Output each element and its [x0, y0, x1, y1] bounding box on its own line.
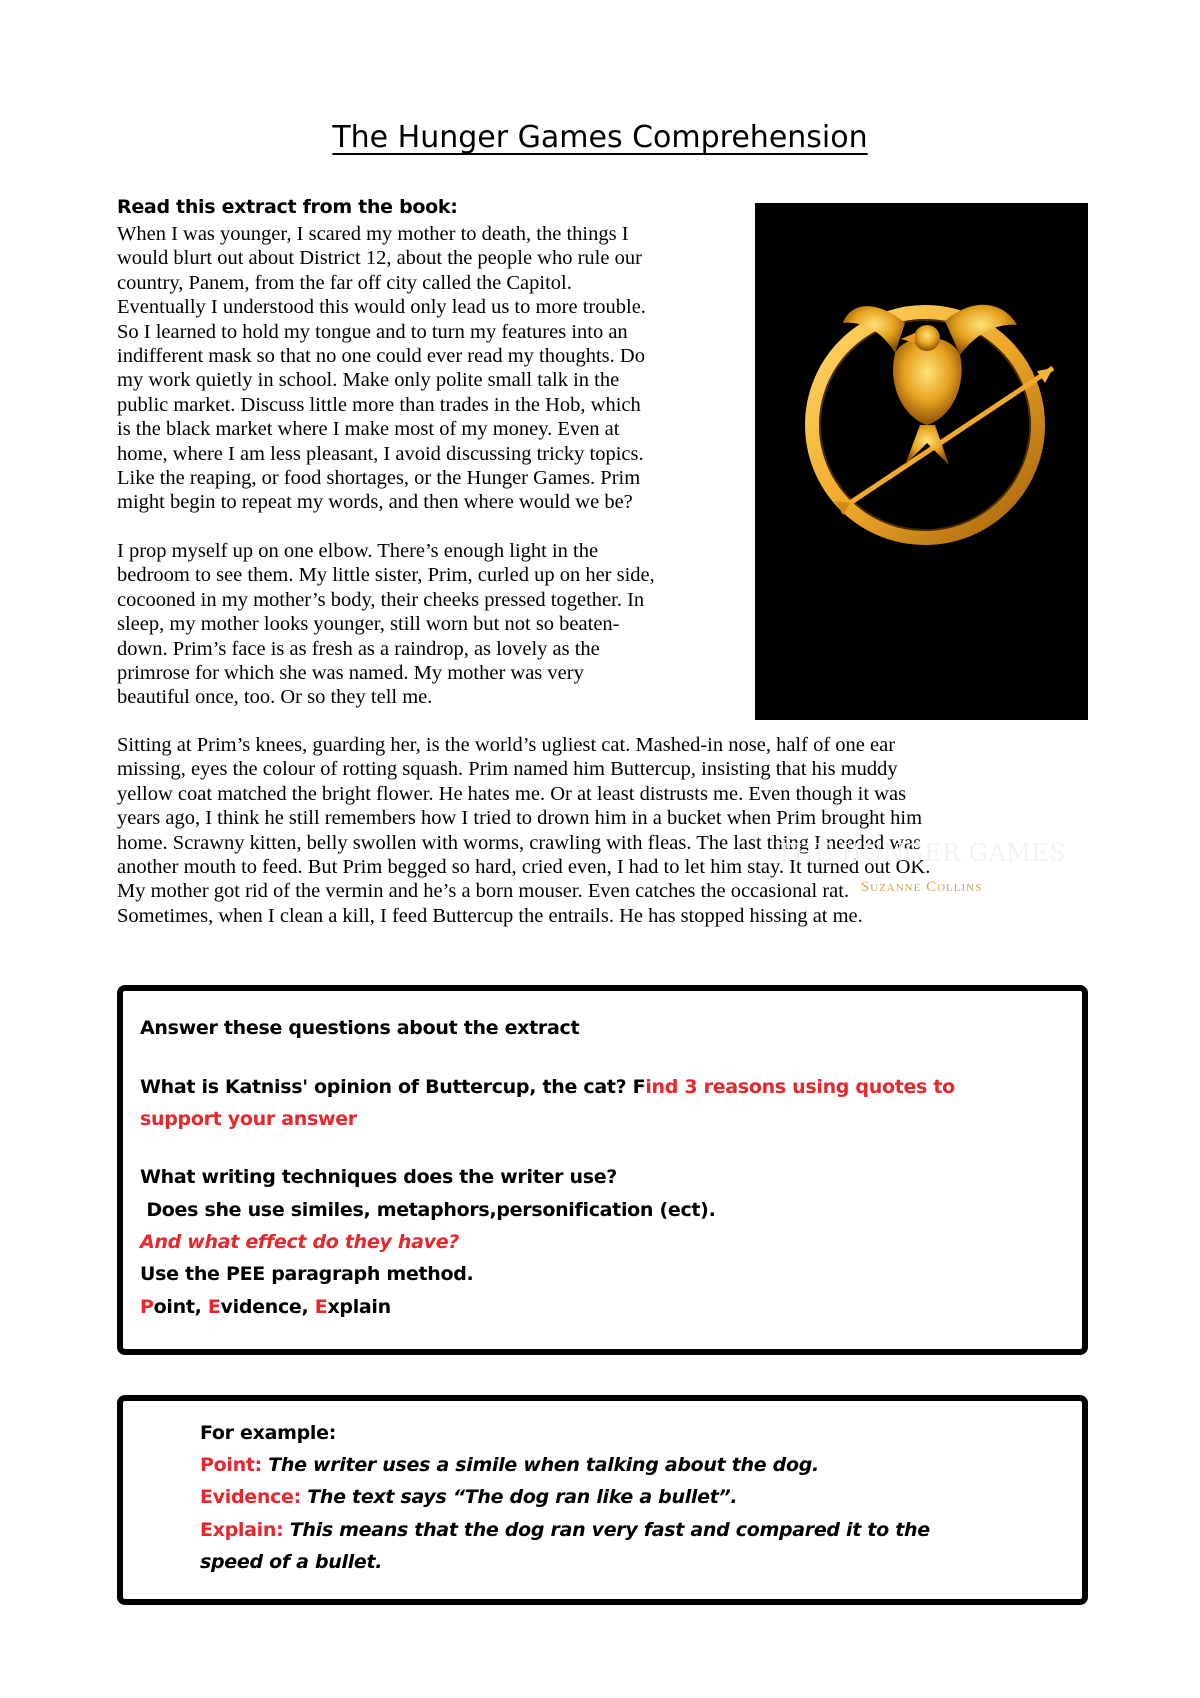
extract-line: beautiful once, too. Or so they tell me. — [117, 686, 433, 709]
question-1-text: What is Katniss' opinion of Buttercup, the cat? F — [140, 1076, 646, 1098]
extract-line: Eventually I understood this would only lead us to more trouble. — [117, 296, 646, 319]
extract-paragraph-1 — [117, 222, 646, 515]
pee-instruction: Use the PEE paragraph method. — [140, 1263, 474, 1285]
question-2: What writing techniques does the writer use? — [140, 1166, 618, 1188]
question-1-instruction-cont: support your answer — [140, 1108, 357, 1130]
questions-heading: Answer these questions about the extract — [140, 1017, 580, 1039]
example-evidence-text: The text says “The dog ran like a bullet”. — [300, 1486, 738, 1508]
extract-line: would blurt out about District 12, about the people who rule our — [117, 247, 642, 270]
example-explain-text: This means that the dog ran very fast and compared it to the — [283, 1519, 930, 1541]
extract-line: indifferent mask so that no one could ever read my thoughts. Do — [117, 345, 645, 368]
mockingjay-pin-icon — [755, 203, 1088, 720]
extract-line: Like the reaping, or food shortages, or the Hunger Games. Prim — [117, 467, 641, 490]
extract-line: sleep, my mother looks younger, still worn but not so beaten- — [117, 613, 620, 636]
example-point — [200, 1452, 819, 1478]
extract-paragraph-3 — [117, 733, 930, 928]
extract-line: home, where I am less pleasant, I avoid discussing tricky topics. — [117, 442, 644, 465]
cover-author: Suzanne Collins — [860, 879, 983, 895]
example-explain-cont: speed of a bullet. — [200, 1551, 383, 1573]
page-title — [0, 118, 1200, 158]
question-1-instruction: ind 3 reasons using quotes to — [645, 1076, 955, 1098]
extract-line: my work quietly in school. Make only polite small talk in the — [117, 369, 620, 392]
extract-line: Sitting at Prim’s knees, guarding her, is the world’s ugliest cat. Mashed-in nose, half of one ear — [117, 734, 896, 756]
pee-e-letter: E — [207, 1296, 221, 1318]
extract-line: cocooned in my mother’s body, their cheeks pressed together. In — [117, 588, 645, 611]
questions-box — [117, 985, 1088, 1355]
extract-line: home. Scrawny kitten, belly swollen with worms, crawling with fleas. The last thing I needed was — [117, 831, 922, 854]
extract-heading: Read this extract from the book: — [117, 196, 458, 218]
extract-line: public market. Discuss little more than trades in the Hob, which — [117, 393, 641, 416]
extract-line: another mouth to feed. But Prim begged so hard, cried even, I had to let him stay. It turned out OK. — [117, 856, 931, 879]
example-explain-label: Explain: — [200, 1519, 284, 1541]
pee-x-rest: xplain — [327, 1296, 391, 1318]
cover-title: THE HUNGER GAMES — [776, 839, 1067, 867]
pee-p-rest: oint, — [153, 1296, 208, 1318]
extract-line: bedroom to see them. My little sister, Prim, curled up on her side, — [117, 564, 655, 587]
example-evidence-label: Evidence: — [200, 1486, 301, 1508]
question-2-detail: Does she use similes, metaphors,personification (ect). — [140, 1199, 716, 1221]
extract-line: missing, eyes the colour of rotting squash. Prim named him Buttercup, insisting that his muddy — [117, 758, 898, 781]
extract-line: When I was younger, I scared my mother to death, the things I — [117, 223, 629, 245]
pee-legend — [140, 1294, 391, 1320]
extract-line: primrose for which she was named. My mother was very — [117, 662, 584, 685]
extract-line: yellow coat matched the bright flower. He hates me. Or at least distrusts me. Even though it was — [117, 782, 907, 805]
pee-e-rest: vidence, — [220, 1296, 315, 1318]
extract-paragraph-2 — [117, 539, 655, 710]
extract-line: down. Prim’s face is as fresh as a raindrop, as lovely as the — [117, 637, 600, 660]
extract-line: Sometimes, when I clean a kill, I feed Buttercup the entrails. He has stopped hissing at me. — [117, 904, 863, 927]
example-evidence — [200, 1484, 737, 1510]
page-title-text: The Hunger Games Comprehension — [332, 120, 868, 155]
extract-line: is the black market where I make most of my money. Even at — [117, 418, 620, 441]
question-2-effect: And what effect do they have? — [140, 1231, 460, 1253]
pee-p-letter: P — [140, 1296, 154, 1318]
pee-x-letter: E — [314, 1296, 328, 1318]
book-cover — [755, 203, 1088, 895]
extract-line: might begin to repeat my words, and then where would we be? — [117, 491, 633, 514]
example-explain — [200, 1517, 930, 1543]
question-1 — [140, 1074, 955, 1100]
extract-line: My mother got rid of the vermin and he’s a born mouser. Even catches the occasional rat. — [117, 880, 850, 903]
example-box — [117, 1395, 1088, 1605]
example-point-label: Point: — [200, 1454, 262, 1476]
extract-line: So I learned to hold my tongue and to turn my features into an — [117, 320, 628, 343]
extract-line: years ago, I think he still remembers how I tried to drown him in a bucket when Prim brought him — [117, 807, 923, 830]
extract-line: I prop myself up on one elbow. There’s enough light in the — [117, 540, 599, 562]
extract-line: country, Panem, from the far off city called the Capitol. — [117, 271, 572, 294]
example-heading: For example: — [200, 1422, 337, 1444]
example-point-text: The writer uses a simile when talking about the dog. — [261, 1454, 819, 1476]
